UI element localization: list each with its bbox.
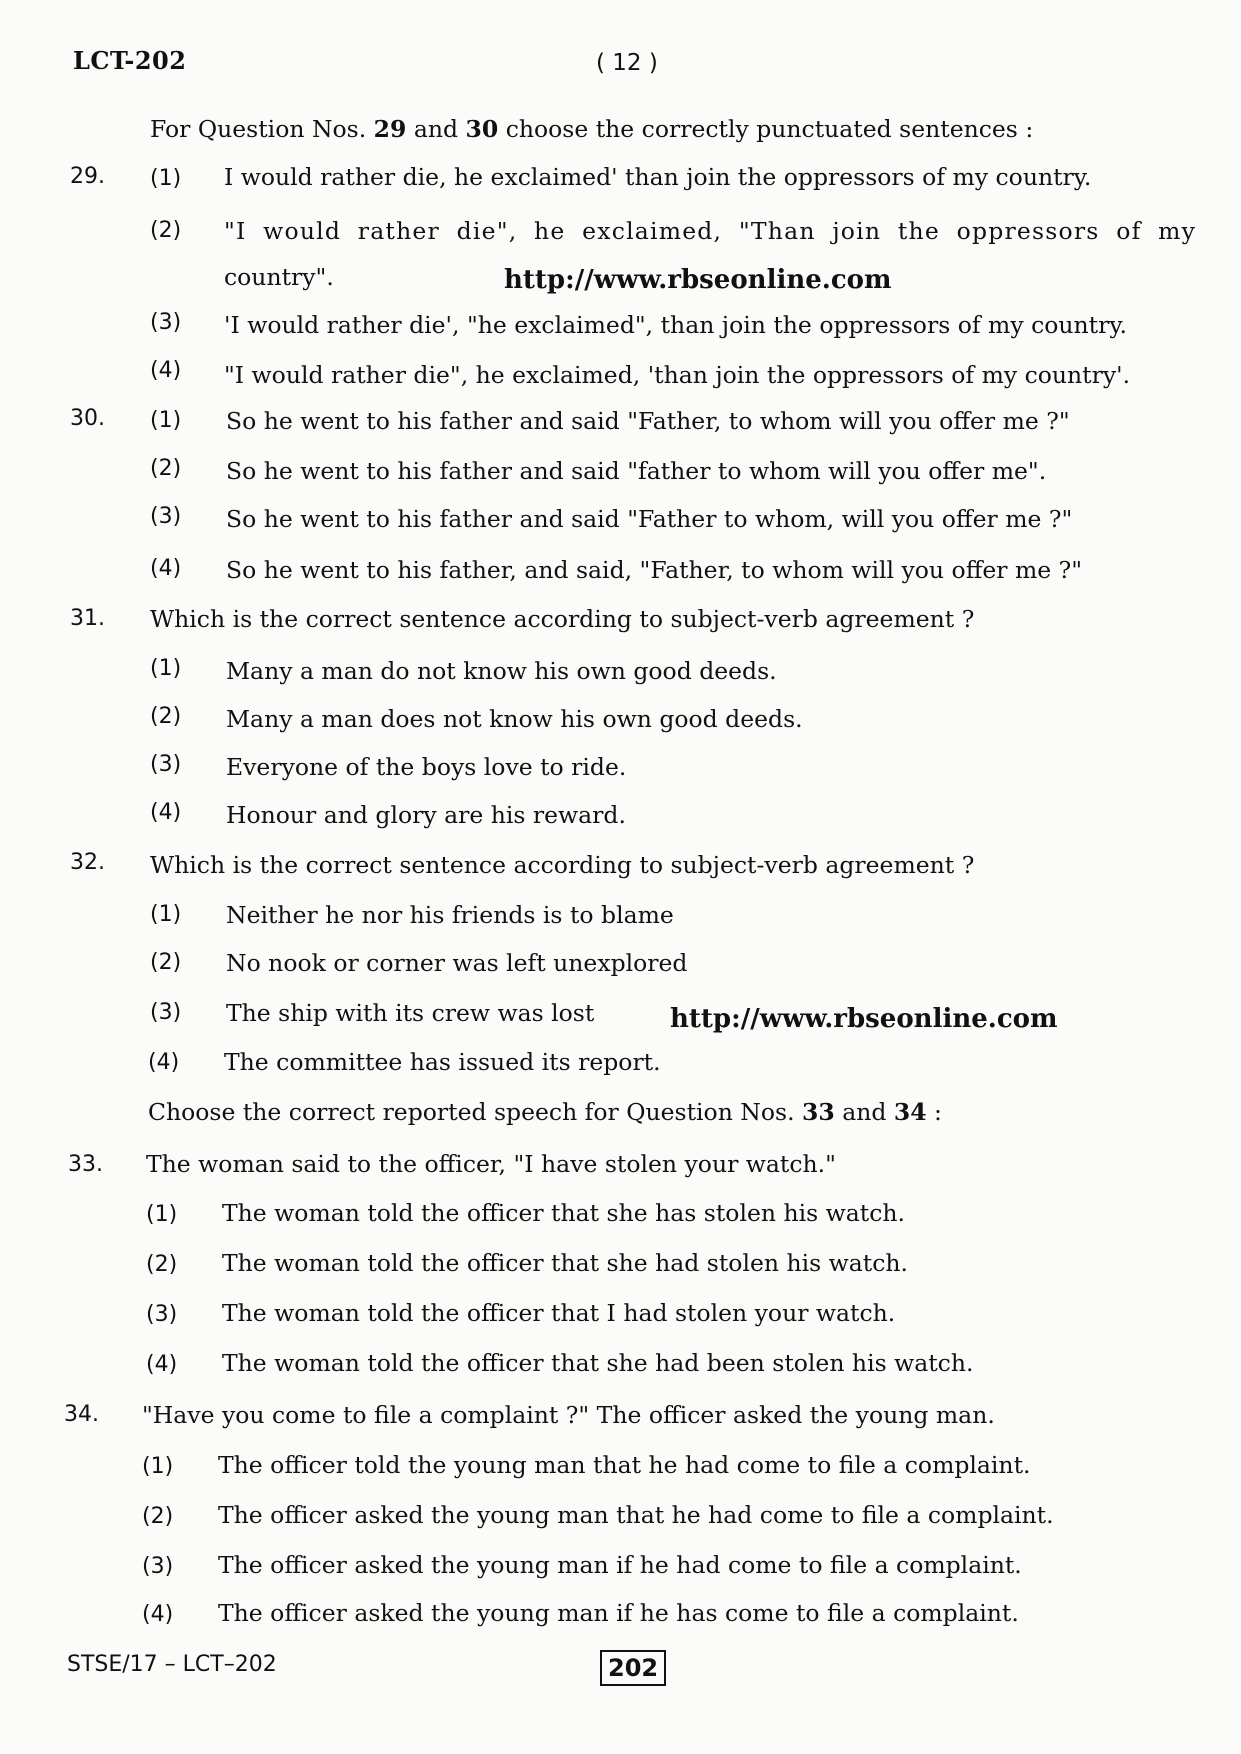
question-text: "Have you come to file a complaint ?" The officer asked the young man. bbox=[142, 1401, 995, 1429]
option-text: Many a man do not know his own good deeds. bbox=[226, 657, 777, 685]
option-text: The officer told the young man that he had come to file a complaint. bbox=[218, 1451, 1031, 1479]
question-text: Which is the correct sentence according to subject-verb agreement ? bbox=[150, 605, 975, 633]
option-text: The woman told the officer that she had been stolen his watch. bbox=[222, 1349, 974, 1377]
option-text: So he went to his father and said "Father, to whom will you offer me ?" bbox=[226, 407, 1070, 435]
question-text: Which is the correct sentence according to subject-verb agreement ? bbox=[150, 851, 975, 879]
option-text: Honour and glory are his reward. bbox=[226, 801, 626, 829]
option-text: I would rather die, he exclaimed' than join the oppressors of my country. bbox=[224, 163, 1092, 191]
option-number: (2) bbox=[142, 1504, 174, 1529]
option-number: (2) bbox=[150, 950, 182, 975]
option-number: (1) bbox=[150, 656, 182, 681]
option-text: The ship with its crew was lost bbox=[226, 999, 595, 1027]
option-number: (1) bbox=[150, 166, 182, 191]
option-number: (4) bbox=[148, 1050, 180, 1075]
option-text: 'I would rather die', "he exclaimed", than join the oppressors of my country. bbox=[224, 311, 1127, 339]
footer-page-box: 202 bbox=[600, 1650, 666, 1686]
option-text: The officer asked the young man that he had come to file a complaint. bbox=[218, 1501, 1054, 1529]
option-text: No nook or corner was left unexplored bbox=[226, 949, 688, 977]
option-number: (3) bbox=[150, 752, 182, 777]
option-text: Many a man does not know his own good deeds. bbox=[226, 705, 803, 733]
option-number: (1) bbox=[150, 902, 182, 927]
option-text: "I would rather die", he exclaimed, "Than join the oppressors of my bbox=[224, 217, 1197, 245]
question-text: The woman said to the officer, "I have stolen your watch." bbox=[146, 1150, 836, 1178]
option-text: The committee has issued its report. bbox=[224, 1048, 661, 1076]
option-number: (4) bbox=[150, 358, 182, 383]
option-number: (4) bbox=[146, 1352, 178, 1377]
question-number: 32. bbox=[70, 850, 105, 875]
option-text: So he went to his father, and said, "Father, to whom will you offer me ?" bbox=[226, 556, 1083, 584]
paper-code: LCT-202 bbox=[73, 46, 187, 75]
watermark-url: http://www.rbseonline.com bbox=[504, 265, 892, 295]
option-text: The woman told the officer that she has stolen his watch. bbox=[222, 1199, 906, 1227]
option-number: (4) bbox=[150, 800, 182, 825]
option-text-continued: country". bbox=[224, 263, 334, 291]
option-number: (4) bbox=[150, 556, 182, 581]
question-number: 33. bbox=[68, 1152, 103, 1177]
option-number: (4) bbox=[142, 1602, 174, 1627]
option-text: Everyone of the boys love to ride. bbox=[226, 753, 627, 781]
watermark-url: http://www.rbseonline.com bbox=[670, 1004, 1058, 1034]
option-number: (3) bbox=[150, 504, 182, 529]
option-text: The woman told the officer that she had stolen his watch. bbox=[222, 1249, 908, 1277]
instruction-q33-34: Choose the correct reported speech for Question Nos. 33 and 34 : bbox=[148, 1098, 942, 1126]
option-number: (1) bbox=[142, 1454, 174, 1479]
option-text: Neither he nor his friends is to blame bbox=[226, 901, 674, 929]
option-text: The officer asked the young man if he has come to file a complaint. bbox=[218, 1599, 1019, 1627]
question-number: 30. bbox=[70, 406, 105, 431]
instruction-q29-30: For Question Nos. 29 and 30 choose the correctly punctuated sentences : bbox=[150, 115, 1034, 143]
option-number: (2) bbox=[150, 456, 182, 481]
option-text: The officer asked the young man if he had come to file a complaint. bbox=[218, 1551, 1022, 1579]
option-number: (2) bbox=[150, 218, 182, 243]
footer-paper-code: STSE/17 – LCT–202 bbox=[67, 1652, 277, 1677]
option-number: (3) bbox=[150, 310, 182, 335]
question-number: 29. bbox=[70, 164, 105, 189]
option-text: "I would rather die", he exclaimed, 'than join the oppressors of my country'. bbox=[224, 361, 1131, 389]
option-number: (3) bbox=[150, 1000, 182, 1025]
question-number: 34. bbox=[64, 1402, 99, 1427]
option-number: (2) bbox=[146, 1252, 178, 1277]
option-number: (1) bbox=[146, 1202, 178, 1227]
option-text: So he went to his father and said "father to whom will you offer me". bbox=[226, 457, 1047, 485]
option-number: (3) bbox=[142, 1554, 174, 1579]
question-number: 31. bbox=[70, 606, 105, 631]
option-number: (1) bbox=[150, 408, 182, 433]
option-number: (2) bbox=[150, 704, 182, 729]
page-number: ( 12 ) bbox=[596, 50, 658, 76]
option-text: So he went to his father and said "Father to whom, will you offer me ?" bbox=[226, 505, 1073, 533]
option-number: (3) bbox=[146, 1302, 178, 1327]
option-text: The woman told the officer that I had stolen your watch. bbox=[222, 1299, 896, 1327]
